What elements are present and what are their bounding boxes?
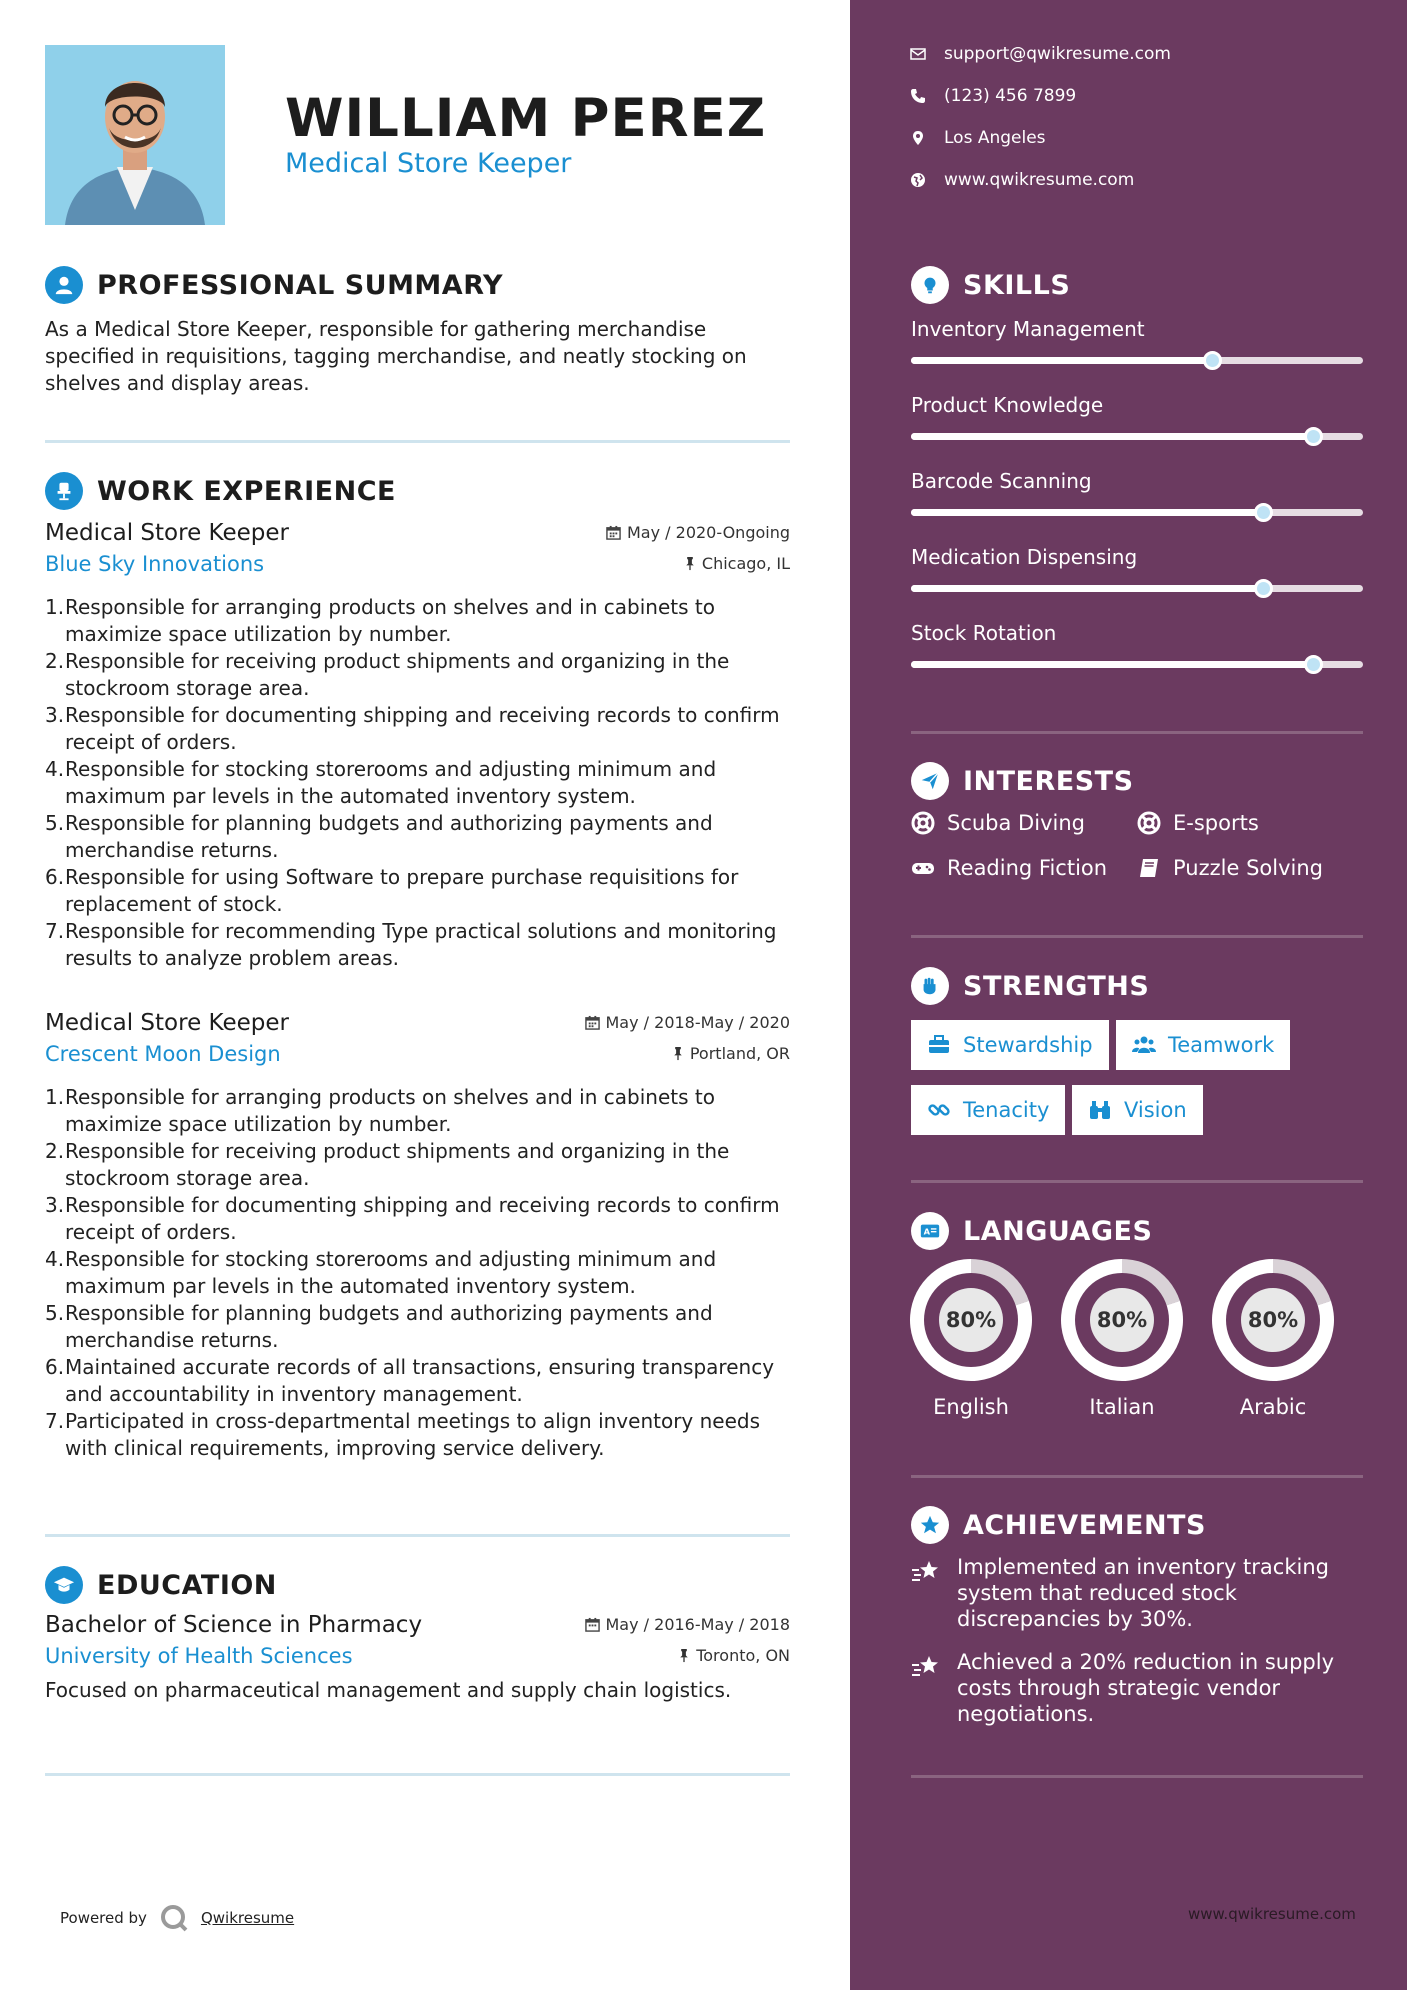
divider <box>911 731 1363 734</box>
profile-photo <box>45 45 225 225</box>
powered-by-label: Powered by <box>60 1909 147 1927</box>
job-date <box>585 1013 791 1032</box>
language-ring <box>1196 1243 1350 1397</box>
languages-heading: LANGUAGES <box>963 1215 1153 1247</box>
strengths-heading: STRENGTHS <box>963 970 1150 1002</box>
achievement-item: Implemented an inventory tracking system that reduced stock discrepancies by 30%. <box>911 1554 1363 1632</box>
skill-item <box>911 621 1363 668</box>
language-percent: 80% <box>1241 1288 1305 1352</box>
skill-bar <box>911 509 1363 516</box>
skill-bar <box>911 661 1363 668</box>
education-entry <box>45 1612 790 1702</box>
list-item: 7. Responsible for recommending Type practical solutions and monitoring results to analyze problem areas. <box>45 919 777 970</box>
list-item: 1. Responsible for arranging products on shelves and in cabinets to maximize space utilization by number. <box>45 595 715 646</box>
language-icon <box>911 1212 949 1250</box>
interests-heading: INTERESTS <box>963 765 1134 797</box>
list-item: 7. Participated in cross-departmental meetings to align inventory needs with clinical requirements, improving service delivery. <box>45 1409 761 1460</box>
job-entry <box>45 520 790 972</box>
language-ring <box>1045 1243 1199 1397</box>
job-date-text: May / 2018-May / 2020 <box>605 1013 790 1032</box>
svg-text:A: A <box>923 1226 930 1237</box>
language-name: Arabic <box>1239 1395 1307 1419</box>
skill-bar-fill <box>911 661 1313 668</box>
list-item: 1. Responsible for arranging products on shelves and in cabinets to maximize space utilization by number. <box>45 1085 715 1136</box>
language-item <box>1060 1259 1184 1419</box>
divider <box>911 935 1363 938</box>
job-location-text: Chicago, IL <box>701 554 790 573</box>
education-heading: EDUCATION <box>97 1569 277 1601</box>
footer-url[interactable]: www.qwikresume.com <box>1188 1905 1356 1923</box>
job-location <box>672 1044 790 1063</box>
chair-icon <box>45 472 83 510</box>
paper-plane-icon <box>911 762 949 800</box>
user-icon <box>45 266 83 304</box>
skill-bar <box>911 433 1363 440</box>
education-location <box>678 1646 790 1665</box>
users-icon <box>1132 1033 1156 1057</box>
skill-bar-fill <box>911 357 1212 364</box>
education-location-text: Toronto, ON <box>696 1646 790 1665</box>
divider <box>911 1180 1363 1183</box>
degree-title: Bachelor of Science in Pharmacy <box>45 1612 423 1638</box>
language-item <box>1211 1259 1335 1419</box>
skill-item <box>911 393 1363 440</box>
language-percent: 80% <box>1090 1288 1154 1352</box>
interest-item: E-sports <box>1137 811 1259 835</box>
job-company: Crescent Moon Design <box>45 1042 281 1066</box>
interests-header <box>911 762 1134 800</box>
interest-item: Scuba Diving <box>911 811 1085 835</box>
shooting-star-icon <box>911 1651 941 1681</box>
globe-icon <box>910 172 926 188</box>
school-name: University of Health Sciences <box>45 1644 353 1668</box>
divider <box>911 1475 1363 1478</box>
divider <box>45 440 790 443</box>
education-header <box>45 1566 277 1604</box>
strength-badge: Stewardship <box>911 1020 1109 1070</box>
list-item: 4. Responsible for stocking storerooms and adjusting minimum and maximum par levels in the automated inventory system. <box>45 1247 717 1298</box>
pin-icon <box>672 1046 684 1061</box>
achievement-item: Achieved a 20% reduction in supply costs through strategic vendor negotiations. <box>911 1649 1363 1727</box>
skill-level-knob <box>1254 503 1273 522</box>
interest-item: Reading Fiction <box>911 856 1107 880</box>
languages-header <box>911 1212 1152 1250</box>
qwikresume-link[interactable]: Qwikresume <box>200 1909 295 1927</box>
calendar-icon <box>606 525 621 540</box>
achievements-heading: ACHIEVEMENTS <box>963 1509 1206 1541</box>
skill-name: Barcode Scanning <box>911 469 1092 493</box>
language-item <box>909 1259 1033 1419</box>
lifebuoy-icon <box>1137 811 1161 835</box>
education-description: Focused on pharmaceutical management and supply chain logistics. <box>45 1678 732 1702</box>
summary-text: As a Medical Store Keeper, responsible for gathering merchandise specified in requisitions, tagging merchandise, and neatly stocking on shelves and display areas. <box>45 317 747 395</box>
job-date-text: May / 2020-Ongoing <box>627 523 790 542</box>
list-item: 6. Maintained accurate records of all transactions, ensuring transparency and accountability in inventory management. <box>45 1355 775 1406</box>
skills-header <box>911 266 1070 304</box>
star-icon <box>911 1506 949 1544</box>
skill-name: Stock Rotation <box>911 621 1057 645</box>
language-name: English <box>933 1395 1009 1419</box>
list-item: 4. Responsible for stocking storerooms and adjusting minimum and maximum par levels in the automated inventory system. <box>45 757 717 808</box>
list-item: 2. Responsible for receiving product shipments and organizing in the stockroom storage area. <box>45 1139 730 1190</box>
skill-bar-fill <box>911 585 1263 592</box>
contact-location: Los Angeles <box>910 128 1046 148</box>
phone-icon <box>910 88 926 104</box>
calendar-icon <box>585 1617 600 1632</box>
skill-level-knob <box>1304 427 1323 446</box>
job-location <box>684 554 790 573</box>
fist-icon <box>911 967 949 1005</box>
skill-bar <box>911 357 1363 364</box>
contact-phone[interactable]: (123) 456 7899 <box>910 86 1076 106</box>
envelope-icon <box>910 46 926 62</box>
qwikresume-logo-icon <box>159 1903 189 1933</box>
skills-heading: SKILLS <box>963 269 1071 301</box>
language-percent: 80% <box>939 1288 1003 1352</box>
shooting-star-icon <box>911 1556 941 1586</box>
language-name: Italian <box>1089 1395 1155 1419</box>
job-company: Blue Sky Innovations <box>45 552 265 576</box>
list-item: 2. Responsible for receiving product shipments and organizing in the stockroom storage area. <box>45 649 730 700</box>
binoculars-icon <box>1088 1098 1112 1122</box>
map-pin-icon <box>910 130 926 146</box>
responsibility-list <box>45 594 790 972</box>
strength-badge: Tenacity <box>911 1085 1065 1135</box>
skill-level-knob <box>1254 579 1273 598</box>
language-ring <box>894 1243 1048 1397</box>
skill-bar-fill <box>911 509 1263 516</box>
candidate-name: WILLIAM PEREZ <box>285 88 767 149</box>
divider <box>45 1534 790 1537</box>
strength-badge: Vision <box>1072 1085 1203 1135</box>
candidate-title: Medical Store Keeper <box>285 148 572 179</box>
contact-website[interactable]: www.qwikresume.com <box>910 170 1134 190</box>
calendar-icon <box>585 1015 600 1030</box>
education-date <box>585 1615 791 1634</box>
list-item: 5. Responsible for planning budgets and authorizing payments and merchandise returns. <box>45 811 713 862</box>
list-item: 3. Responsible for documenting shipping and receiving records to confirm receipt of orders. <box>45 1193 780 1244</box>
list-item: 3. Responsible for documenting shipping and receiving records to confirm receipt of orders. <box>45 703 780 754</box>
pin-icon <box>678 1648 690 1663</box>
skill-bar-fill <box>911 433 1313 440</box>
graduation-icon <box>45 1566 83 1604</box>
skill-item <box>911 469 1363 516</box>
powered-by <box>60 1903 294 1933</box>
education-date-text: May / 2016-May / 2018 <box>605 1615 790 1634</box>
achievements-header <box>911 1506 1206 1544</box>
summary-header <box>45 266 503 304</box>
contact-email[interactable]: support@qwikresume.com <box>910 44 1171 64</box>
lifebuoy-icon <box>911 811 935 835</box>
experience-heading: WORK EXPERIENCE <box>97 475 396 507</box>
strength-badge: Teamwork <box>1116 1020 1290 1070</box>
job-location-text: Portland, OR <box>689 1044 790 1063</box>
list-item: 6. Responsible for using Software to prepare purchase requisitions for replacement of stock. <box>45 865 739 916</box>
interest-item: Puzzle Solving <box>1137 856 1323 880</box>
gamepad-icon <box>911 856 935 880</box>
skill-name: Product Knowledge <box>911 393 1104 417</box>
job-date <box>606 523 790 542</box>
job-title: Medical Store Keeper <box>45 520 289 546</box>
strengths-header <box>911 967 1149 1005</box>
divider <box>911 1775 1363 1778</box>
job-title: Medical Store Keeper <box>45 1010 289 1036</box>
skill-name: Medication Dispensing <box>911 545 1138 569</box>
experience-header <box>45 472 396 510</box>
list-item: 5. Responsible for planning budgets and authorizing payments and merchandise returns. <box>45 1301 713 1352</box>
skill-item <box>911 545 1363 592</box>
skill-name: Inventory Management <box>911 317 1145 341</box>
summary-heading: PROFESSIONAL SUMMARY <box>97 269 504 301</box>
responsibility-list <box>45 1084 790 1462</box>
book-icon <box>1137 856 1161 880</box>
divider <box>45 1773 790 1776</box>
skill-item <box>911 317 1363 364</box>
skill-bar <box>911 585 1363 592</box>
lightbulb-icon <box>911 266 949 304</box>
skill-level-knob <box>1304 655 1323 674</box>
briefcase-icon <box>927 1033 951 1057</box>
pin-icon <box>684 556 696 571</box>
link-icon <box>927 1098 951 1122</box>
job-entry <box>45 1010 790 1462</box>
